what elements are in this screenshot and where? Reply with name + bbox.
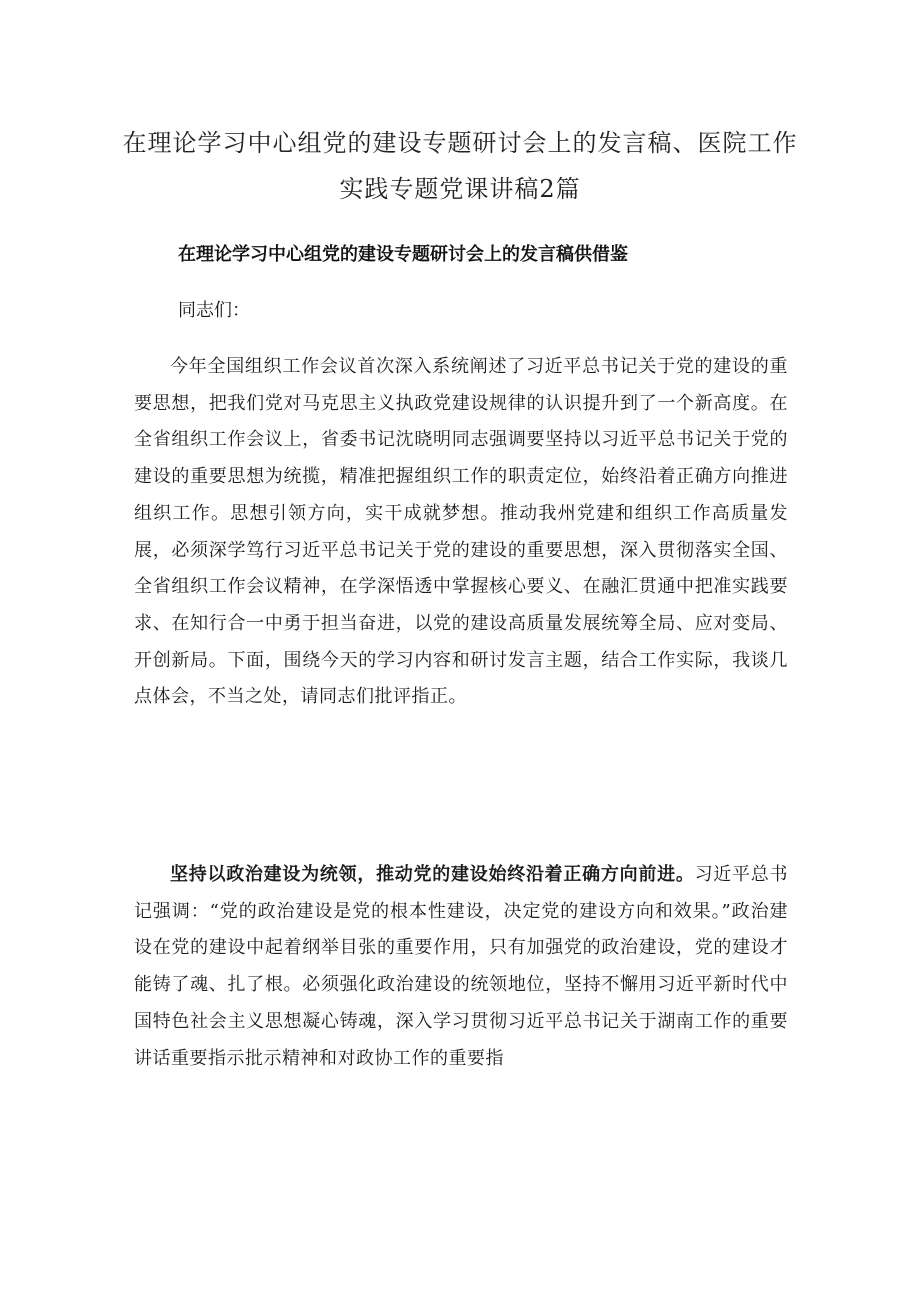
document-title: 在理论学习中心组党的建设专题研讨会上的发言稿、医院工作实践专题党课讲稿2篇 — [122, 129, 798, 203]
paragraph-political-building — [134, 857, 788, 1077]
greeting: 同志们： — [178, 300, 250, 321]
paragraph-intro: 今年全国组织工作会议首次深入系统阐述了习近平总书记关于党的建设的重要思想，把我们党对马克思主义执政党建设规律的认识提升到了一个新高度。在全省组织工作会议上，省委书记沈晓明同志强调要坚持以习近平总书记关于党的建设的重要思想为统揽，精准把握组织工作的职责定位，始终沿着正确方向推进组织工作。思想引领方向，实干成就梦想。推动我州党建和组织工作高质量发展，必须深学笃行习近平总书记关于党的建设的重要思想，深入贯彻落实全国、全省组织工作会议精神，在学深悟透中掌握核心要义、在融汇贯通中把准实践要求、在知行合一中勇于担当奋进，以党的建设高质量发展统筹全局、应对变局、开创新局。下面，围绕今天的学习内容和研讨发言主题，结合工作实际，我谈几点体会，不当之处，请同志们批评指正。 — [134, 356, 788, 708]
paragraph-body: 习近平总书记强调：“党的政治建设是党的根本性建设，决定党的建设方向和效果。”政治建设在党的建设中起着纲举目张的重要作用，只有加强党的政治建设，党的建设才能铸了魂、扎了根。必须强化政治建设的统领地位，坚持不懈用习近平新时代中国特色社会主义思想凝心铸魂，深入学习贯彻习近平总书记关于湖南工作的重要讲话重要指示批示精神和对政协工作的重要指 — [134, 864, 788, 1069]
paragraph-lead-bold: 坚持以政治建设为统领，推动党的建设始终沿着正确方向前进。 — [170, 864, 695, 885]
section-subtitle: 在理论学习中心组党的建设专题研讨会上的发言稿供借鉴 — [178, 244, 628, 265]
